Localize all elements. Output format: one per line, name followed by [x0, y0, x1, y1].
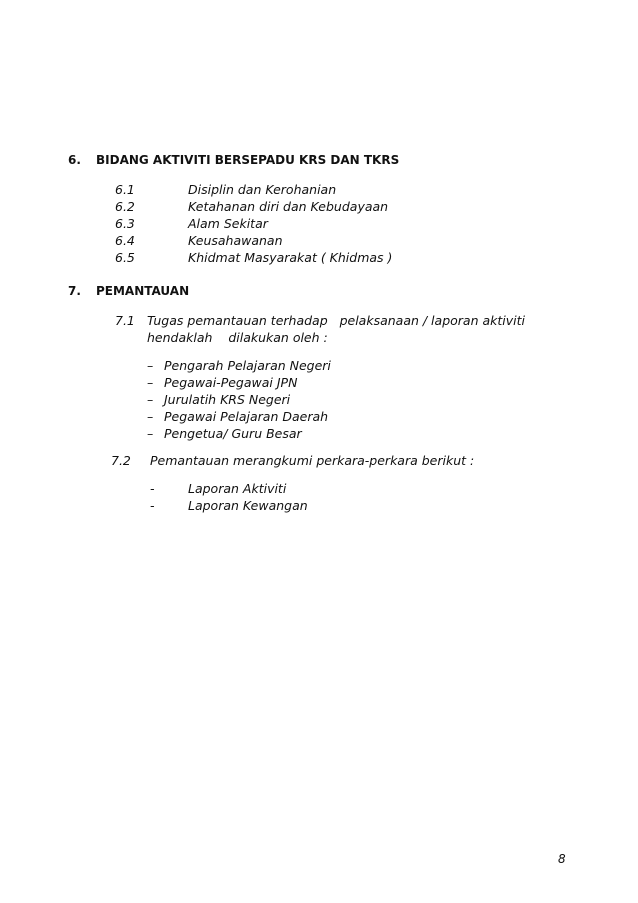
item-6-2-text: Ketahanan diri dan Kebudayaan: [188, 199, 389, 214]
item-6-4-number: 6.4: [115, 233, 135, 248]
list-item-dash: –: [147, 409, 154, 424]
list-item-text: Pengarah Pelajaran Negeri: [164, 358, 331, 373]
page-number: 8: [558, 852, 566, 866]
section-6-number: 6.: [68, 153, 81, 167]
item-7-1-line1: Tugas pemantauan terhadap pelaksanaan / laporan aktiviti: [147, 313, 525, 328]
item-7-1-line2: hendaklah dilakukan oleh :: [147, 330, 328, 345]
list-item-dash: –: [147, 358, 154, 373]
item-6-3-number: 6.3: [115, 216, 135, 231]
section-7-title: PEMANTAUAN: [96, 284, 190, 298]
list-item-text: Jurulatih KRS Negeri: [164, 392, 291, 407]
item-7-2-text: Pemantauan merangkumi perkara-perkara berikut :: [150, 453, 475, 468]
list-item-text: Laporan Kewangan: [188, 498, 308, 513]
item-6-5-number: 6.5: [115, 250, 135, 265]
list-item-text: Pengetua/ Guru Besar: [164, 426, 302, 441]
list-item-dash: –: [147, 375, 154, 390]
item-6-5-text: Khidmat Masyarakat ( Khidmas ): [188, 250, 393, 265]
list-item-text: Pegawai Pelajaran Daerah: [164, 409, 329, 424]
item-7-2-number: 7.2: [111, 453, 131, 468]
list-item-text: Laporan Aktiviti: [188, 481, 287, 496]
item-6-3-text: Alam Sekitar: [188, 216, 268, 231]
item-6-1-number: 6.1: [115, 182, 135, 197]
section-6-title: BIDANG AKTIVITI BERSEPADU KRS DAN TKRS: [96, 153, 400, 167]
item-6-1-text: Disiplin dan Kerohanian: [188, 182, 337, 197]
item-7-1-number: 7.1: [115, 313, 135, 328]
list-item-dash: -: [150, 498, 155, 513]
list-item-dash: –: [147, 392, 154, 407]
list-item-dash: –: [147, 426, 154, 441]
list-item-text: Pegawai-Pegawai JPN: [164, 375, 298, 390]
section-7-number: 7.: [68, 284, 81, 298]
item-6-2-number: 6.2: [115, 199, 135, 214]
list-item-dash: -: [150, 481, 155, 496]
item-6-4-text: Keusahawanan: [188, 233, 283, 248]
